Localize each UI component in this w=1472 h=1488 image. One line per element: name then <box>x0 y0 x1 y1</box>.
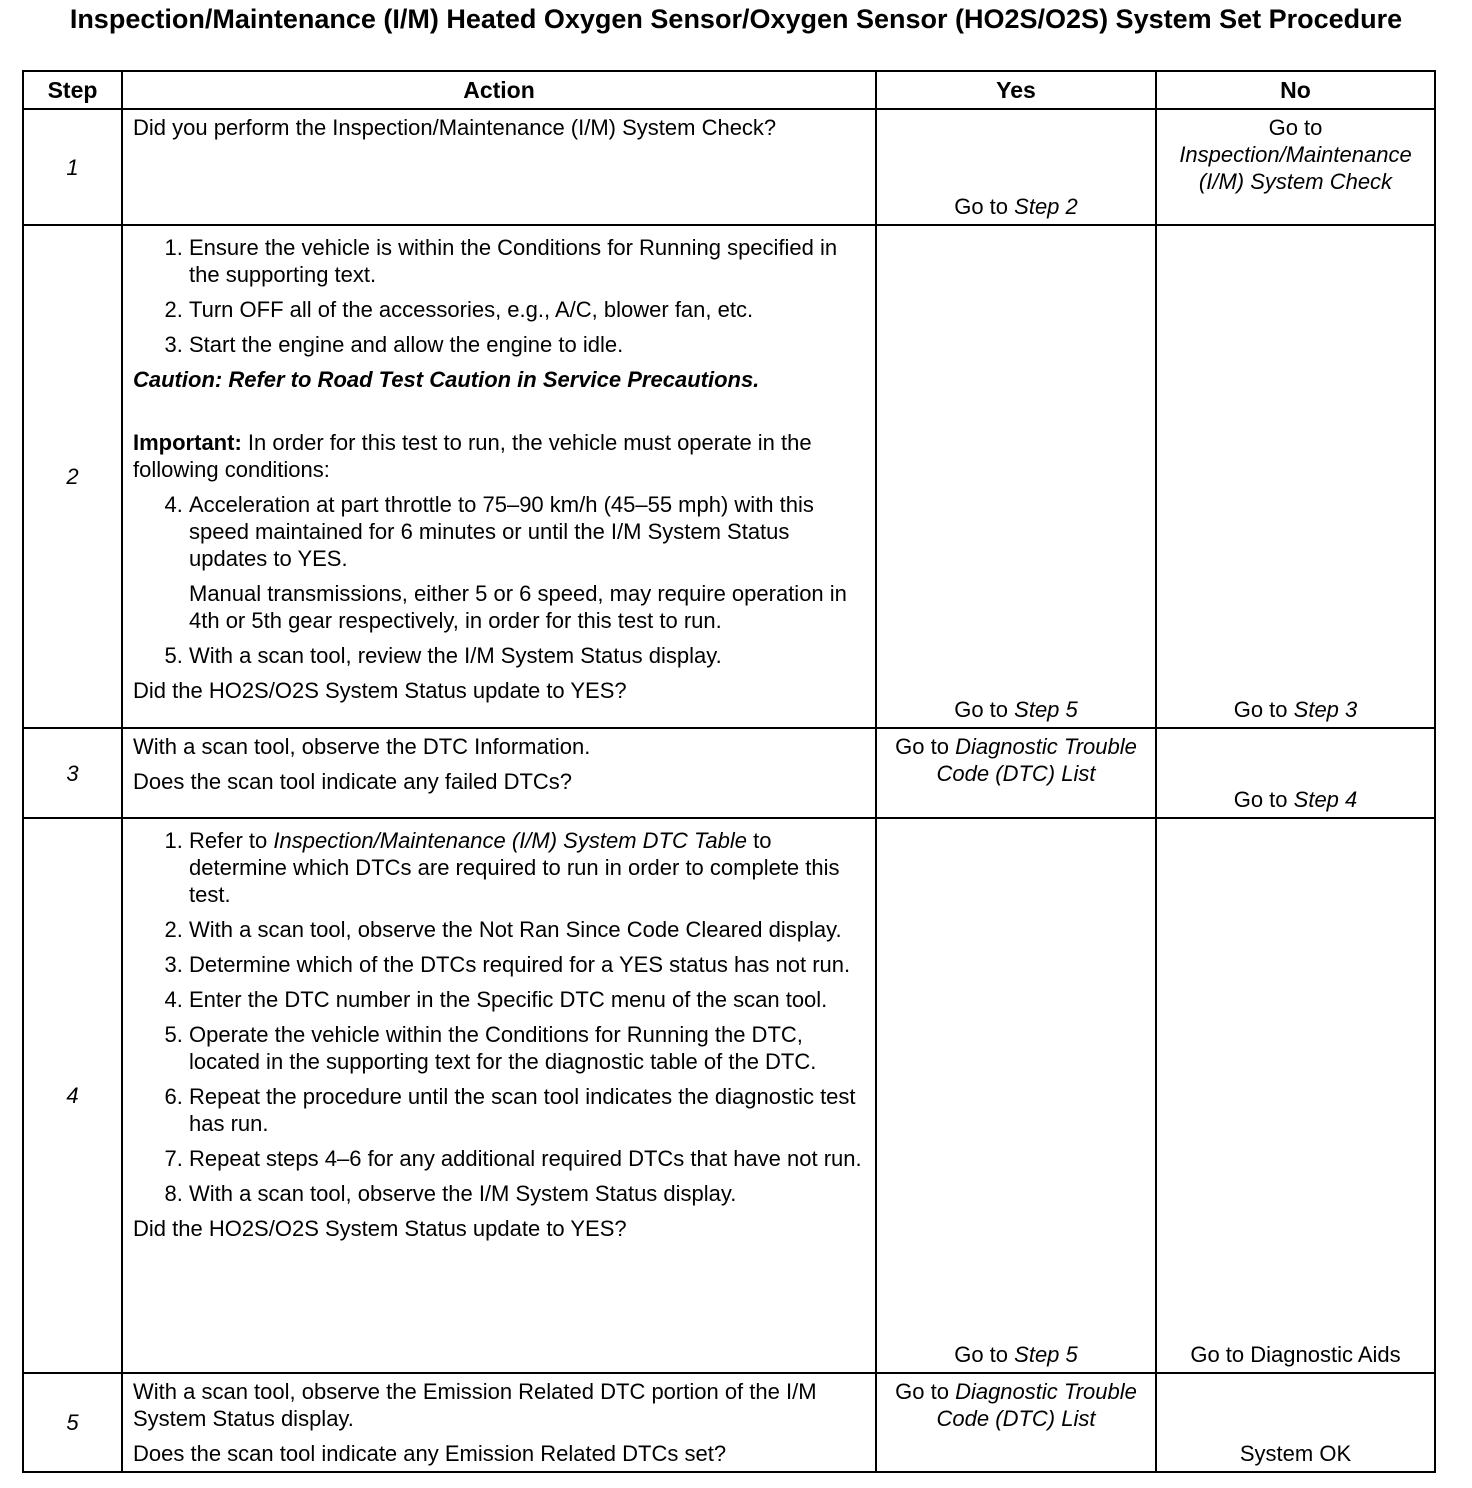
header-yes: Yes <box>876 71 1156 109</box>
important-text: In order for this test to run, the vehicle must operate in the following conditions: <box>133 430 812 482</box>
yes-cell <box>876 728 1156 818</box>
table-row <box>23 818 1435 1373</box>
yes-cell <box>876 818 1156 1373</box>
table-row <box>23 1373 1435 1472</box>
question-text: Did the HO2S/O2S System Status update to YES? <box>133 1216 627 1241</box>
important-label: Important: <box>133 430 242 455</box>
header-step: Step <box>23 71 122 109</box>
list-item-text: Refer to <box>189 828 274 853</box>
step-number: 2 <box>23 225 122 728</box>
list-item: 5. With a scan tool, review the I/M System Status display. <box>189 642 865 669</box>
list-item: 1. Ensure the vehicle is within the Conditions for Running specified in the supporting text. <box>189 234 865 288</box>
step-number: 1 <box>23 109 122 225</box>
no-link[interactable]: Go to Diagnostic Aids <box>1190 1342 1401 1367</box>
yes-link[interactable]: Step 2 <box>1014 194 1078 219</box>
no-prefix: Go to <box>1233 787 1288 812</box>
yes-link[interactable]: Diagnostic Trouble Code (DTC) List <box>936 1379 1137 1431</box>
question-text: Did the HO2S/O2S System Status update to YES? <box>133 678 627 703</box>
step-list <box>133 491 865 572</box>
question-text: Did you perform the Inspection/Maintenance (I/M) System Check? <box>133 115 777 140</box>
list-item: 5. Operate the vehicle within the Conditions for Running the DTC, located in the supporting text for the diagnostic table of the DTC. <box>189 1021 865 1075</box>
dtc-table-link[interactable]: Inspection/Maintenance (I/M) System DTC Table <box>273 828 747 853</box>
step-number: 4 <box>23 818 122 1373</box>
no-cell <box>1156 728 1435 818</box>
header-no: No <box>1156 71 1435 109</box>
step-list <box>133 642 865 669</box>
list-item <box>189 827 865 908</box>
list-item: 3. Start the engine and allow the engine to idle. <box>189 331 865 358</box>
list-item: 4. Acceleration at part throttle to 75–90 km/h (45–55 mph) with this speed maintained for 6 minutes or until the I/M System Status updates to YES. <box>189 491 865 572</box>
step-list <box>133 827 865 1207</box>
header-action: Action <box>122 71 876 109</box>
table-row <box>23 728 1435 818</box>
table-row <box>23 225 1435 728</box>
no-link[interactable]: Inspection/Maintenance (I/M) System Check <box>1179 142 1412 194</box>
no-cell <box>1156 225 1435 728</box>
yes-cell <box>876 1373 1156 1472</box>
yes-prefix: Go to <box>895 734 949 759</box>
yes-link[interactable]: Step 5 <box>1014 1342 1078 1367</box>
no-prefix: Go to <box>1233 697 1288 722</box>
list-item: 6. Repeat the procedure until the scan tool indicates the diagnostic test has run. <box>189 1083 865 1137</box>
action-text: With a scan tool, observe the Emission Related DTC portion of the I/M System Status display. <box>133 1379 817 1431</box>
list-item: 3. Determine which of the DTCs required for a YES status has not run. <box>189 951 865 978</box>
no-link[interactable]: Step 4 <box>1293 787 1358 812</box>
step-number: 3 <box>23 728 122 818</box>
action-cell <box>122 818 876 1373</box>
no-cell <box>1156 109 1435 225</box>
action-cell <box>122 109 876 225</box>
yes-prefix: Go to <box>895 1379 949 1404</box>
list-item: 8. With a scan tool, observe the I/M System Status display. <box>189 1180 865 1207</box>
header-row <box>23 71 1435 109</box>
list-item-note: Manual transmissions, either 5 or 6 speed, may require operation in 4th or 5th gear respectively, in order for this test to run. <box>189 581 847 633</box>
yes-cell <box>876 109 1156 225</box>
yes-cell <box>876 225 1156 728</box>
yes-prefix: Go to <box>954 697 1009 722</box>
yes-link[interactable]: Step 5 <box>1014 697 1078 722</box>
yes-link[interactable]: Diagnostic Trouble Code (DTC) List <box>936 734 1137 786</box>
question-text: Does the scan tool indicate any failed DTCs? <box>133 769 573 794</box>
no-link[interactable]: Step 3 <box>1293 697 1358 722</box>
question-text: Does the scan tool indicate any Emission Related DTCs set? <box>133 1441 727 1466</box>
list-item: 2. Turn OFF all of the accessories, e.g., A/C, blower fan, etc. <box>189 296 865 323</box>
action-cell <box>122 728 876 818</box>
list-item: 4. Enter the DTC number in the Specific DTC menu of the scan tool. <box>189 986 865 1013</box>
no-cell <box>1156 818 1435 1373</box>
step-list <box>133 234 865 358</box>
action-cell <box>122 1373 876 1472</box>
table-row <box>23 109 1435 225</box>
caution-note: Caution: Refer to Road Test Caution in Service Precautions. <box>133 367 760 392</box>
yes-prefix: Go to <box>954 194 1009 219</box>
no-prefix: Go to <box>1268 115 1323 140</box>
yes-prefix: Go to <box>954 1342 1009 1367</box>
step-number: 5 <box>23 1373 122 1472</box>
page-title: Inspection/Maintenance (I/M) Heated Oxygen Sensor/Oxygen Sensor (HO2S/O2S) System Set Procedure <box>69 4 1403 34</box>
no-result: System OK <box>1239 1441 1352 1466</box>
action-text: With a scan tool, observe the DTC Information. <box>133 734 591 759</box>
list-item: 7. Repeat steps 4–6 for any additional required DTCs that have not run. <box>189 1145 865 1172</box>
procedure-table <box>22 70 1436 1473</box>
action-cell <box>122 225 876 728</box>
important-note <box>133 429 865 483</box>
no-cell <box>1156 1373 1435 1472</box>
list-item: 2. With a scan tool, observe the Not Ran Since Code Cleared display. <box>189 916 865 943</box>
list-item-text: to determine which DTCs are required to run in order to complete this test. <box>189 828 840 907</box>
